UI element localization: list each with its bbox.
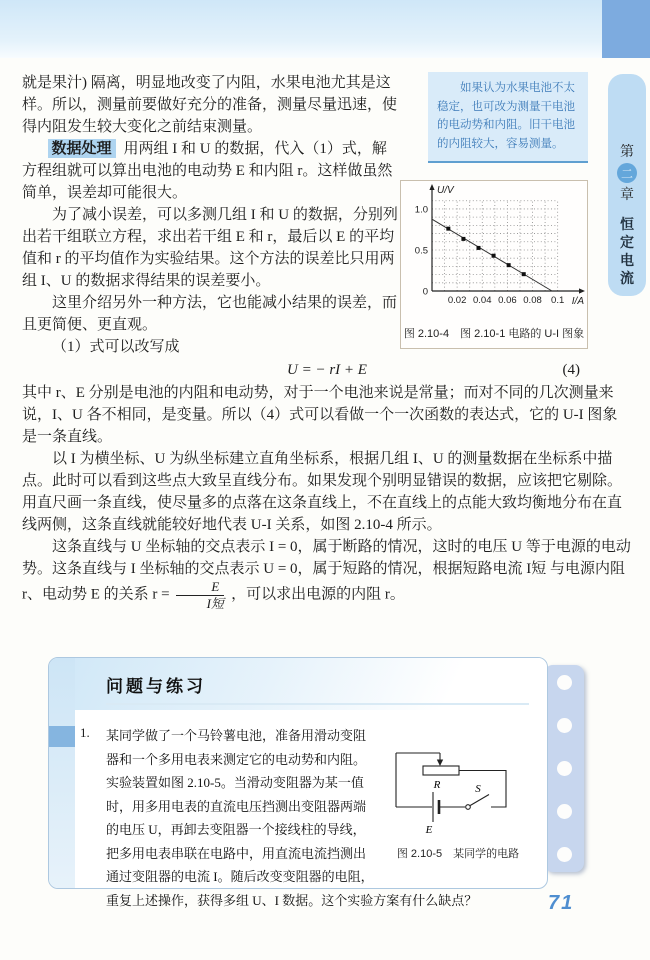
paragraph-intercepts-b: ，可以求出电源的内阻 r。	[231, 586, 405, 603]
fraction	[176, 580, 224, 610]
svg-text:0.06: 0.06	[498, 295, 517, 306]
paragraph-data-processing-text: 用两组 I 和 U 的数据，代入（1）式，解方程组就可以算出电池的电动势 E 和内阻 r。这样做虽然简单，误差却可能很大。	[22, 141, 393, 201]
punch-hole	[557, 675, 572, 690]
punch-hole	[557, 847, 572, 862]
switch-blade	[470, 795, 489, 806]
figure-caption: 图 2.10-4 图 2.10-1 电路的 U-I 图象	[403, 328, 585, 340]
battery-label: E	[425, 824, 433, 835]
figure-2-10-4	[400, 180, 588, 349]
circuit-figure	[383, 743, 533, 866]
chapter-suffix: 章	[620, 186, 634, 202]
switch-label: S	[475, 783, 481, 795]
svg-text:0.02: 0.02	[447, 295, 467, 306]
svg-text:0.08: 0.08	[523, 295, 542, 306]
paragraph-plotting: 以 I 为横坐标、U 为纵坐标建立直角坐标系，根据几组 I、U 的测量数据在坐标系中描点。此时可以看到这些点大致呈直线分布。如果发现个别明显错误的数据，应该把它剔除。用直尺画一条直线，使尽量多的点落在这条直线上，不在直线上的点能大致均衡地分布在直线两侧，这条直线就能较好地代表 U-I 关系，如图 2.10-4 所示。	[22, 451, 623, 533]
paragraph-variables: 其中 r、E 分别是电池的内阻和电动势，对于一个电池来说是常量；而对不同的几次测量来说，I、U 各不相同，是变量。所以（4）式可以看做一个一次函数的表达式，它的 U-I 图象是一条直线。	[22, 385, 618, 445]
page-number: 71	[548, 892, 575, 914]
punch-hole	[557, 804, 572, 819]
svg-text:0.1: 0.1	[551, 295, 565, 306]
paragraph-rewrite: （1）式可以改写成	[52, 339, 180, 355]
corner-block	[602, 0, 650, 58]
right-column	[400, 72, 632, 349]
resistor-label: R	[433, 779, 441, 791]
exercise-item	[106, 724, 533, 912]
exercise-item-marker	[49, 726, 75, 747]
note-box	[428, 72, 588, 163]
chapter-title: 恒定电流	[620, 216, 634, 286]
svg-text:0.04: 0.04	[473, 295, 492, 306]
exercise-divider	[106, 703, 529, 705]
circuit-caption: 图 2.10-5 某同学的电路	[396, 847, 520, 860]
paragraph-reduce-error: 为了减小误差，可以多测几组 I 和 U 的数据，分别列出若干组联立方程，求出若干组 E 和 r，最后以 E 的平均值和 r 的平均值作为实验结果。这个方法的误差比只用两组 I、U 的数据求得结果的误差要小。	[22, 207, 398, 289]
paragraph-intercepts-a: 这条直线与 U 坐标轴的交点表示 I = 0，属于断路的情况，这时的电压 U 等于电源的电动势。这条直线与 I 坐标轴的交点表示 U = 0，属于短路的情况，根据短路电流 I短 与电源内阻 r、电动势 E 的关系 r =	[22, 539, 631, 603]
fraction-numerator: E	[176, 580, 224, 596]
fraction-denominator: I短	[206, 595, 225, 611]
chapter-number: 二	[620, 166, 633, 181]
exercise-title: 问题与练习	[106, 677, 206, 696]
item-text: 某同学做了一个马铃薯电池，准备用滑动变阻器和一个多用电表来测定它的电动势和内阻。实验装置如图 2.10-5。当滑动变阻器为某一值时，用多用电表的直流电压挡测出变阻器两端的电压 U，再卸去变阻器一个接线柱的导线，把多用电表串联在电路中，用直流电流挡测出通过变阻器的电流 I。随后改变变阻器的电阻，重复上述操作，获得多组 U、I 数据。这个实验方案有什么缺点？	[106, 728, 478, 908]
svg-text:0.5: 0.5	[414, 245, 428, 257]
circuit-diagram	[388, 743, 528, 835]
exercise-left-strip	[49, 658, 75, 888]
punch-hole	[557, 761, 572, 776]
equation: U = − rI + E	[287, 362, 367, 378]
ui-chart	[402, 183, 586, 315]
svg-text:U/V: U/V	[437, 185, 454, 196]
section-label: 数据处理	[48, 139, 116, 158]
punch-strip	[544, 665, 584, 872]
svg-text:0: 0	[422, 286, 428, 298]
wiper-arrowhead	[437, 760, 443, 767]
top-band	[0, 0, 650, 58]
item-number: 1.	[80, 725, 90, 740]
resistor-symbol	[423, 766, 459, 775]
note-text: 如果认为水果电池不太稳定，也可改为测量干电池的电动势和内阻。旧干电池的内阻较大，容易测量。	[437, 82, 575, 150]
svg-text:I/A: I/A	[571, 296, 584, 307]
chapter-prefix: 第	[620, 143, 634, 159]
paragraph-intercepts	[22, 536, 632, 610]
svg-text:1.0: 1.0	[414, 204, 428, 216]
paragraph-other-method: 这里介绍另外一种方法，它也能减小结果的误差，而且更简便、更直观。	[22, 295, 398, 333]
equation-row	[22, 358, 632, 382]
punch-hole	[557, 718, 572, 733]
switch-contact	[466, 805, 471, 810]
equation-number: (4)	[562, 362, 580, 378]
wire	[459, 771, 506, 808]
paragraph-intro: 就是果汁) 隔离，明显地改变了内阻，水果电池尤其是这样。所以，测量前要做好充分的准备，测量尽量迅速，使得内阻发生较大变化之前结束测量。	[22, 75, 398, 135]
main-content	[22, 72, 632, 610]
exercise-box	[48, 657, 548, 908]
